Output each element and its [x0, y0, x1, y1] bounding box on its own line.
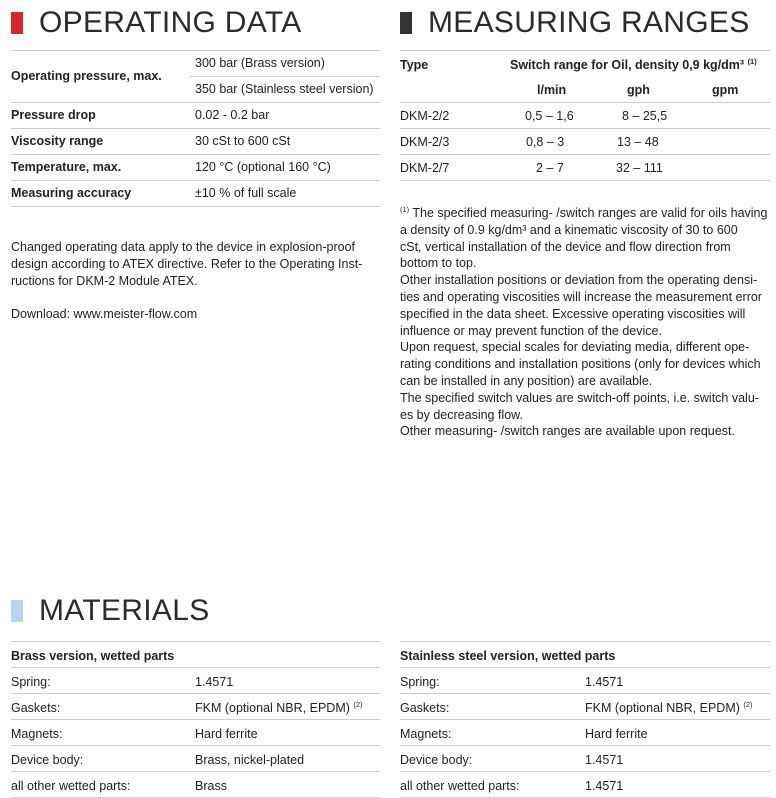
lmin-dkm-2-7: 2 – 7 [536, 161, 564, 175]
gph-dkm-2-2: 8 – 25,5 [622, 109, 668, 123]
steel-body-label: Device body: [400, 753, 473, 767]
lmin-dkm-2-3: 0,8 – 3 [526, 135, 565, 149]
materials-title: MATERIALS [39, 594, 210, 627]
viscosity-value: 30 cSt to 600 cSt [195, 134, 291, 148]
lmin-dkm-2-2: 0,5 – 1,6 [525, 109, 574, 123]
unit-gpm: gpm [712, 83, 739, 97]
accuracy-label: Measuring accuracy [11, 186, 132, 200]
switch-range-header: Switch range for Oil, density 0,9 kg/dm³ $^{(1)}$ [510, 56, 757, 72]
steel-other-label: all other wetted parts: [400, 779, 520, 793]
brass-header: Brass version, wetted parts [11, 649, 175, 663]
steel-header: Stainless steel version, wetted parts [400, 649, 616, 663]
materials-heading [11, 593, 371, 627]
unit-gph: gph [627, 83, 650, 97]
operating-data-heading [11, 5, 371, 39]
pressure-drop-label: Pressure drop [11, 108, 96, 122]
pressure-drop-value: 0.02 - 0.2 bar [195, 108, 270, 122]
type-dkm-2-7: DKM-2/7 [400, 161, 450, 175]
brass-other-value: Brass [195, 779, 227, 793]
steel-magnets-label: Magnets: [400, 727, 452, 741]
gph-dkm-2-3: 13 – 48 [617, 135, 659, 149]
brass-body-label: Device body: [11, 753, 84, 767]
steel-other-value: 1.4571 [585, 779, 624, 793]
viscosity-label: Viscosity range [11, 134, 104, 148]
unit-lmin: l/min [537, 83, 567, 97]
dark-section-marker [400, 12, 412, 34]
steel-gaskets-label: Gaskets: [400, 701, 450, 715]
atex-note: Changed operating data apply to the device in explosion-proof design according to ATEX directive. Refer to the Operating Inst- ructions for DKM-2 Module ATEX. [11, 240, 363, 288]
measuring-footnote: $^{(1)}$ The specified measuring- /switch ranges are valid for oils having a density of 0.9 kg/dm³ and a kinematic viscosity of 30 to 600 cSt, vertical installation of the device and flow direction from bottom to top. Other installation positions or deviation from the operating densi- ties and operating viscosities will increase the measurement error specified in the data sheet. Excessive operating viscosities will influence or may prevent function of the device. Upon request, special scales for deviating media, different ope- rating conditions and installation positions (only for devices which can be installed in any position) are available. The specified switch values are switch-off points, i.e. switch valu- es by decreasing flow. Other measuring- /switch ranges are available upon request. [400, 204, 768, 439]
measuring-ranges-title: MEASURING RANGES [428, 6, 750, 39]
brass-spring-label: Spring: [11, 675, 51, 689]
type-header: Type [400, 58, 429, 72]
temperature-value: 120 °C (optional 160 °C) [195, 160, 331, 174]
type-dkm-2-3: DKM-2/3 [400, 135, 450, 149]
pressure-value-brass: 300 bar (Brass version) [195, 56, 325, 70]
operating-data-title: OPERATING DATA [39, 6, 302, 39]
brass-gaskets-value: FKM (optional NBR, EPDM) $^{(2)}$ [195, 699, 363, 715]
steel-magnets-value: Hard ferrite [585, 727, 648, 741]
measuring-ranges-heading [400, 5, 770, 39]
download-link[interactable]: Download: www.meister-flow.com [11, 307, 198, 321]
brass-gaskets-label: Gaskets: [11, 701, 61, 715]
pressure-label: Operating pressure, max. [11, 69, 162, 83]
accuracy-value: ±10 % of full scale [195, 186, 297, 200]
steel-body-value: 1.4571 [585, 753, 624, 767]
temperature-label: Temperature, max. [11, 160, 122, 174]
brass-other-label: all other wetted parts: [11, 779, 131, 793]
brass-magnets-value: Hard ferrite [195, 727, 258, 741]
steel-gaskets-value: FKM (optional NBR, EPDM) $^{(2)}$ [585, 699, 753, 715]
brass-spring-value: 1.4571 [195, 675, 234, 689]
brass-body-value: Brass, nickel-plated [195, 753, 305, 767]
pressure-value-steel: 350 bar (Stainless steel version) [195, 82, 374, 96]
red-section-marker [11, 12, 23, 34]
steel-spring-value: 1.4571 [585, 675, 624, 689]
brass-magnets-label: Magnets: [11, 727, 63, 741]
steel-spring-label: Spring: [400, 675, 440, 689]
blue-section-marker [11, 600, 23, 622]
type-dkm-2-2: DKM-2/2 [400, 109, 450, 123]
gph-dkm-2-7: 32 – 111 [616, 161, 663, 175]
